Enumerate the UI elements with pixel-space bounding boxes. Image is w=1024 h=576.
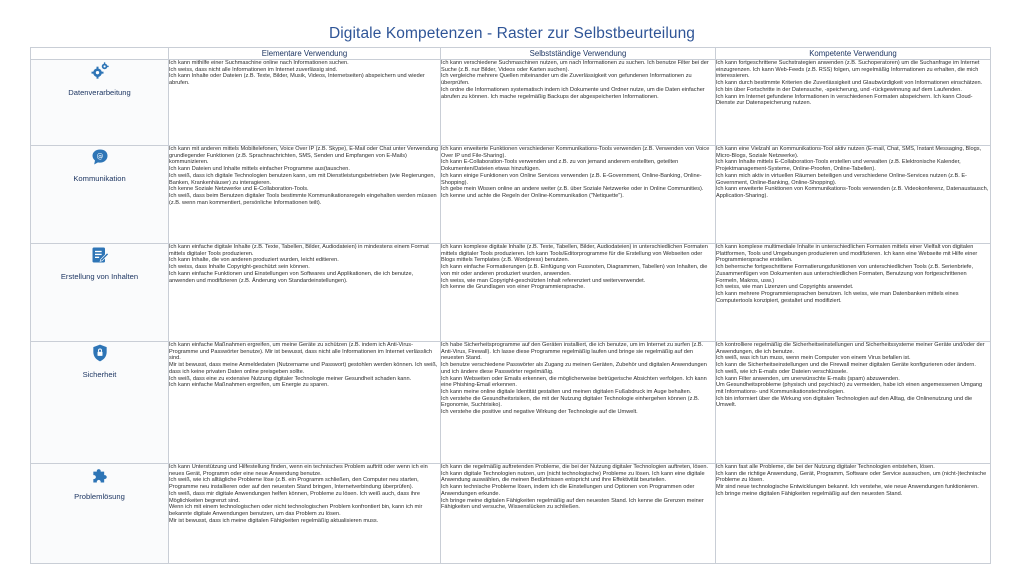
descriptor-cell [441,244,716,342]
category-label: Problemlösung [74,492,125,501]
descriptor-cell [169,464,441,564]
page-title: Digitale Kompetenzen - Raster zur Selbstbeurteilung [328,25,696,42]
descriptor-text: Ich kann mithilfe einer Suchmaschine online nach Informationen suchen. Ich weiss, dass nicht alle Informationen im Internet zuverlässig sind. Ich kann Inhalte oder Dateien (z.B. Texte, Bilder, Musik, Videos, Internetseiten) abspeichern und wieder abrufen. [169,60,425,87]
descriptor-cell [716,342,991,464]
column-header-competent: Kompetente Verwendung [716,48,991,60]
gears-icon [89,60,111,82]
descriptor-text: Ich kann die regelmäßig auftretenden Probleme, die bei der Nutzung digitaler Technologien auftreten, lösen. Ich kann digitale Technologien nutzen, um (nicht technologische) Probleme zu lösen. Ich kann eine digitale Anwendung auswählen, die meinen Bedürfnissen entspricht und ihre Effektivität beurteilen. Ich kann technische Probleme lösen, indem ich die Einstellungen und Optionen von Programmen oder Anwendungen erkunde. Ich bringe meine digitalen Fähigkeiten regelmäßig auf den neuesten Stand. Ich kenne die Grenzen meiner Fähigkeiten und versuche, Wissenslücken zu schließen. [441,464,709,511]
category-label: Erstellung von Inhalten [60,272,139,281]
puzzle-icon [89,464,111,486]
descriptor-text: Ich kann verschiedene Suchmaschinen nutzen, um nach Informationen zu suchen. Ich benutze Filter bei der Suche (z.B. nur Bilder, Videos oder Karten suchen). Ich vergleiche mehrere Quellen miteinander um die Zuverlässigkeit von gefundenen Informationen zu überprüfen. Ich ordne die Informationen systematisch indem ich Dokumente und Ordner nutze, um die Daten einfacher abrufen zu können. Ich mache regelmäßig Backups der abgespeicherten Informationen. [441,60,709,100]
descriptor-text: Ich kann einfache digitale Inhalte (z.B. Texte, Tabellen, Bilder, Audiodateien) in mindestens einem Format mittels digitaler Tools produzieren. Ich kann Inhalte, die von anderen produziert wurden, leicht editieren. Ich weiss, dass Inhalte Copyright-geschützt sein können. Ich kann einfache Funktionen und Einstellungen von Softwares und Applikationen, die ich benutze, anwenden und modifizieren (z.B. Änderung von Standardeinstellungen). [169,244,429,284]
category-cell [31,146,169,244]
row-erstellung-von-inhalten [31,244,991,342]
descriptor-text: Ich kann komplexe digitale Inhalte (z.B. Texte, Tabellen, Bilder, Audiodateien) in unterschiedlichen Formaten mittels digitaler Tools produzieren. Ich kann Tools/Editorprogramme für die Erstellung von Webseiten oder Blogs mittels Templates (z.B. Wordpress) benutzen. Ich kann einfache Formatierungen (z.B. Einfügung von Fussnoten, Diagrammen, Tabellen) von Inhalten, die von mir oder anderen produziert wurden, anwenden. Ich weiss, wie man Copyright-geschützten Inhalt referenziert und weiterverwendet. Ich kenne die Grundlagen von einer Programmiersprache. [441,244,708,291]
descriptor-cell [716,464,991,564]
category-label: Sicherheit [82,370,117,379]
descriptor-text: Ich kann erweiterte Funktionen verschiedener Kommunikations-Tools verwenden (z.B. Verwenden von Voice Over IP und File-Sharing). Ich kann E-Collaboration-Tools verwenden und z.B. zu von jemand anderem erstellten, geteilten Dokumenten/Dateien etwas hinzufügen. Ich kann einige Funktionen von Online Services verwenden (z.B. E-Government, Online-Banking, Online-Shopping). Ich gebe mein Wissen online an andere weiter (z.B. über Soziale Netzwerke oder in Online Communities). Ich kenne und achte die Regeln der Online-Kommunikation ("Netiquette"). [441,146,710,199]
svg-text:@: @ [96,152,103,161]
column-header-independent: Selbstständige Verwendung [441,48,716,60]
category-label: Datenverarbeitung [68,88,131,97]
category-cell [31,60,169,146]
descriptor-text: Ich habe Sicherheitsprogramme auf den Geräten installiert, die ich benutze, um im Internet zu surfen (z.B. Anti-Virus, Firewall). Ich lasse diese Programme regelmäßig laufen und bringe sie regelmäßig auf den neuesten Stand. Ich benutze verschiedene Passwörter als Zugang zu meinen Geräten, Zubehör und digitalen Anwendungen und ich ändere diese Passwörter regelmäßig. Ich kann Webseiten oder Emails erkennen, die möglicherweise betrügerische Absichten verfolgen. Ich kann eine Phishing-Email erkennen. Ich kann meine online digitale Identität gestalten und meinen digitalen Fußabdruck im Auge behalten. Ich verstehe die Gesundheitsrisiken, die mit der Nutzung digitaler Technologie einhergehen können (z.B. Ergonomie, Suchtrisiko). Ich verstehe die positive und negative Wirkung der Technologie auf die Umwelt. [441,342,707,416]
descriptor-text: Ich kann komplexe multimediale Inhalte in unterschiedlichen Formaten mittels einer Vielfalt von digitalen Plattformen, Tools und Umgebungen produzieren und modifizieren. Ich kann eine Webseite mit Hilfe einer Programmiersprache erstellen. Ich beherrsche fortgeschrittene Formatierungsfunktionen von unterschiedlichen Tools (z.B. Serienbriefe, Zusammenfügen von Dokumenten aus unterschiedlichen Formaten, Benutzung von fortgeschrittenen Formeln, Makros, usw.) Ich weiss, wie man Lizenzen und Copyrights anwendet. Ich kann mehrere Programmiersprachen benutzen. Ich weiss, wie man Datenbanken mittels eines Computertools konzipiert, gestaltet und modifiziert. [716,244,978,304]
row-kommunikation [31,146,991,244]
descriptor-cell [441,464,716,564]
chat-icon [89,146,111,168]
category-label: Kommunikation [73,174,126,183]
header-corner [31,48,169,60]
self-assessment-grid [30,47,991,564]
descriptor-cell [441,342,716,464]
header-row [31,48,991,60]
descriptor-text: Ich kann mit anderen mittels Mobiltelefonen, Voice Over IP (z.B. Skype), E-Mail oder Chat unter Verwendung grundlegender Funktionen (z.B. Sprachnachrichten, SMS, Senden und Empfangen von E-Mails) kommunizieren. Ich kann Dateien und Inhalte mittels einfacher Programme aus(tauschen. Ich weiß, dass ich digitale Technologien benutzen kann, um mit Dienstleistungsbetrieben (wie Regierungen, Banken, Krankenhäuser) zu interagieren. Ich kenne Soziale Netzwerke und E-Collaboration-Tools. Ich weiß, dass beim Benutzen digitaler Tools bestimmte Kommunikationsregeln eingehalten werden müssen (z.B. wenn man kommentiert, persönliche Informationen teilt). [169,146,439,206]
descriptor-text: Ich kann fast alle Probleme, die bei der Nutzung digitaler Technologien entstehen, lösen. Ich kann die richtige Anwendung, Gerät, Programm, Software oder Service aussuchen, um (nicht-)technische Probleme zu lösen. Mir sind neue technologische Entwicklungen bekannt. Ich verstehe, wie neue Anwendungen funktionieren. Ich bringe meine digitalen Fähigkeiten regelmäßig auf den neuesten Stand. [716,464,987,497]
category-cell [31,244,169,342]
descriptor-cell [169,60,441,146]
descriptor-cell [716,244,991,342]
descriptor-cell [169,146,441,244]
descriptor-cell [169,342,441,464]
category-cell [31,342,169,464]
descriptor-text: Ich kann eine Vielzahl an Kommunikations-Tool aktiv nutzen (E-mail, Chat, SMS, Instant Messaging, Blogs, Micro-Blogs, Soziale Netzwerke). Ich kann Inhalte mittels E-Collaboration-Tools erstellen und verwalten (z.B. Elektronische Kalender, Projektmanagement-Systeme, Online-Proofen, Online-Tabellen). Ich kann mich aktiv in virtuellen Räumen beteiligen und verschiedene Online-Services nutzen (z.B. E-Government, Online-Banking, Online-Shopping). Ich kann erweiterte Funktionen von Kommunikations-Tools verwenden (z.B. Videokonferenz, Datenaustausch, Application-Sharing). [716,146,989,199]
descriptor-cell [441,146,716,244]
edit-document-icon [89,244,111,266]
descriptor-text: Ich kann Unterstützung und Hilfestellung finden, wenn ein technisches Problem auftritt oder wenn ich ein neues Gerät, Programm oder eine neue Anwendung benutze. Ich weiß, wie ich alltägliche Probleme löse (z.B. ein Programm schließen, den Computer neu starten, Programme neu installieren oder auf den neuesten Stand bringen, Internetverbindung überprüfen). Ich weiß, dass mir digitale Anwendungen helfen können, Probleme zu lösen. Ich weiß auch, dass ihre Möglichkeiten begrenzt sind. Wenn ich mit einem technologischen oder nicht technologischen Problem konfrontiert bin, kann ich mir bekannte digitale Anwendungen benutzen, um das Problem zu lösen. Mir ist bewusst, dass ich meine digitalen Fähigkeiten regelmäßig aktualisieren muss. [169,464,428,524]
descriptor-cell [716,60,991,146]
shield-icon [89,342,111,364]
descriptor-text: Ich kann fortgeschrittene Suchstrategien anwenden (z.B. Suchoperatoren) um die Suchanfrage im Internet einzugrenzen. Ich kann Web-Feeds (z.B. RSS) folgen, um regelmäßig Informationen zu erhalten, die mich interessieren. Ich kann durch bestimmte Kriterien die Zuverlässigkeit und Glaubwürdigkeit von Informationen einschätzen. Ich bin über Fortschritte in der Datensuche, -speicherung, und -rückgewinnung auf dem Laufenden. Ich kann im Internet gefundene Informationen in verschiedenen Formaten abspeichern. Ich kann Cloud-Dienste zur Datenspeicherung nutzen. [716,60,983,107]
descriptor-cell [169,244,441,342]
row-problemloesung [31,464,991,564]
row-datenverarbeitung [31,60,991,146]
descriptor-text: Ich kann einfache Maßnahmen ergreifen, um meine Geräte zu schützen (z.B. indem ich Anti-Virus-Programme und Passwörter benutze). Mir ist bewusst, dass nicht alle Informationen im Internet verlässlich sind. Mir ist bewusst, dass meine Anmeldedaten (Nutzername und Passwort) gestohlen werden können. Ich weiß, dass ich keine privaten Daten online preisgeben sollte. Ich weiß, dass eine zu extensive Nutzung digitaler Technologie meiner Gesundheit schaden kann. Ich kann einfache Maßnahmen ergreifen, um Energie zu sparen. [169,342,438,389]
descriptor-cell [716,146,991,244]
descriptor-cell [441,60,716,146]
descriptor-text: Ich kontrolliere regelmäßig die Sicherheitseinstellungen und Sicherheitssysteme meiner Geräte und/oder der Anwendungen, die ich benutze. Ich weiß, was ich tun muss, wenn mein Computer von einem Virus befallen ist. Ich kann die Sicherheitseinstellungen und die Firewall meiner digitalen Geräte konfigurieren oder ändern. Ich weiß, wie ich E-mails oder Dateien verschlüssele. Ich kann Filter anwenden, um unerwünschte E-mails (spam) abzuwenden. Um Gesundheitsprobleme (physisch und psychisch) zu vermeiden, habe ich einen angemessenen Umgang mit Informations- und Kommunikationstechnologien. Ich bin informiert über die Wirkung von digitalen Technologien auf den Alltag, die Onlinenutzung und die Umwelt. [716,342,985,409]
category-cell [31,464,169,564]
row-sicherheit [31,342,991,464]
column-header-elementary: Elementare Verwendung [169,48,441,60]
